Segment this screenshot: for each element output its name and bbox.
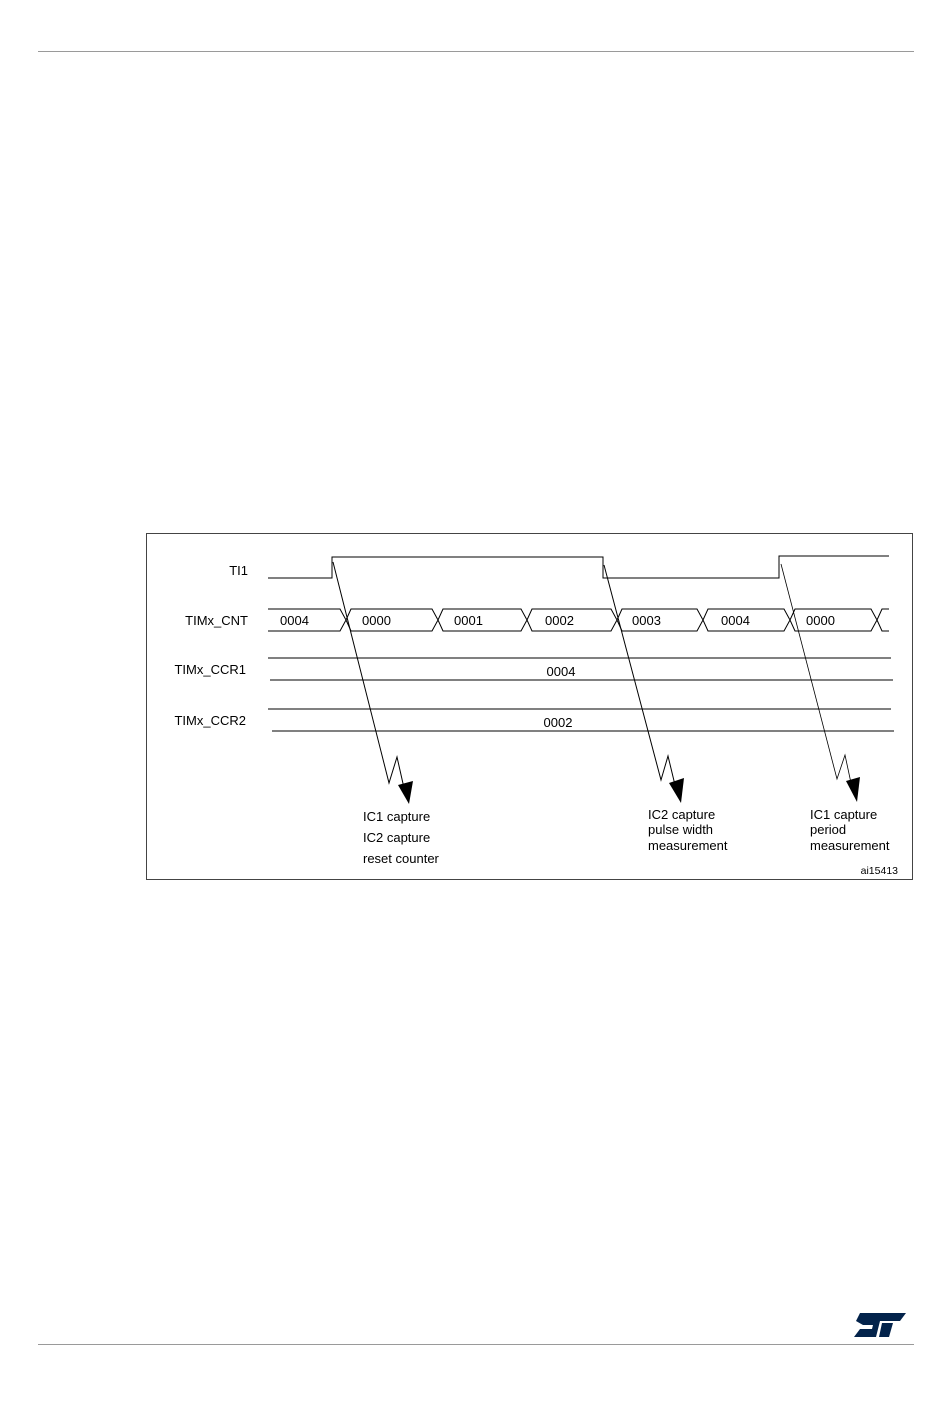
- ccr2-value: 0002: [543, 715, 573, 730]
- footer-rule: [38, 1344, 914, 1345]
- ti1-waveform: [268, 556, 889, 578]
- annotation-line: IC1 capture: [363, 809, 431, 824]
- st-logo: [852, 1311, 908, 1339]
- annotation-line: IC1 capture: [810, 807, 878, 822]
- ccr1-value: 0004: [546, 664, 576, 679]
- counter-bus-segment: [877, 609, 889, 631]
- annotation-line: period: [810, 822, 847, 837]
- annotation-line: measurement: [810, 838, 890, 853]
- counter-value-4: 0003: [632, 613, 661, 628]
- annotation-line: pulse width: [648, 822, 714, 837]
- annotation-line: IC2 capture: [363, 830, 431, 845]
- counter-value-5: 0004: [721, 613, 750, 628]
- signal-label-cnt: TIMx_CNT: [185, 613, 248, 628]
- annotation-line: measurement: [648, 838, 728, 853]
- annotation-ic1-ic2-reset: [363, 809, 440, 866]
- annotation-line: IC2 capture: [648, 807, 716, 822]
- counter-value-1: 0000: [362, 613, 391, 628]
- capture-arrow-2: [604, 565, 684, 803]
- annotation-line: reset counter: [363, 851, 439, 866]
- annotation-pulse-width: [648, 807, 728, 853]
- signal-label-ccr2: TIMx_CCR2: [174, 713, 246, 728]
- counter-bus-segment: [346, 609, 438, 631]
- capture-arrow-3: [781, 564, 860, 802]
- ccr2-register-bus: [268, 709, 894, 731]
- counter-value-3: 0002: [545, 613, 574, 628]
- annotation-period: [810, 807, 890, 853]
- signal-label-ccr1: TIMx_CCR1: [174, 662, 246, 677]
- counter-value-2: 0001: [454, 613, 483, 628]
- signal-label-ti1: TI1: [229, 563, 248, 578]
- figure-reference: ai15413: [860, 865, 898, 877]
- counter-value-6: 0000: [806, 613, 835, 628]
- counter-value-0: 0004: [280, 613, 309, 628]
- capture-arrow-1: [333, 562, 413, 804]
